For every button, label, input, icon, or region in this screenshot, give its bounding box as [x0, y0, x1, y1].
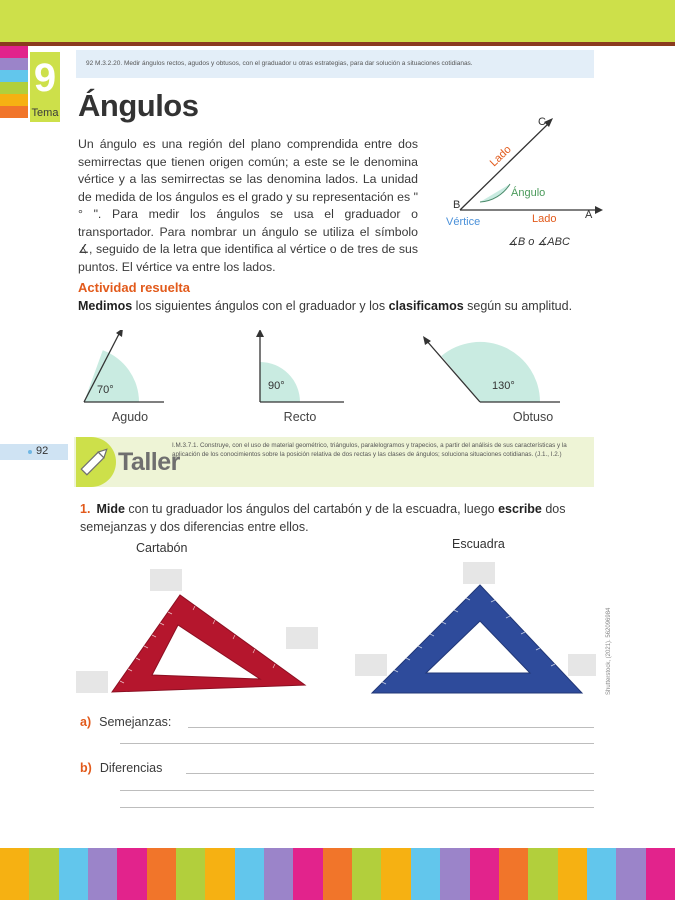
escuadra-angle-box-right[interactable]: [568, 654, 596, 676]
acute-angle-name: Agudo: [111, 410, 149, 424]
top-rule: [0, 42, 675, 46]
taller-heading: Taller: [118, 448, 180, 476]
angulo-label: Ángulo: [511, 187, 546, 199]
answer-a: [80, 715, 171, 729]
obtuse-angle-value: 130°: [492, 380, 515, 392]
acute-angle-figure: [84, 330, 164, 402]
pencil-icon: [76, 437, 116, 487]
cartabon-caption: Cartabón: [136, 541, 188, 555]
side-color-stripes: [0, 46, 28, 118]
cartabon-ruler: [112, 595, 305, 692]
point-c-label: C: [538, 116, 546, 128]
angle-notation: ∡B o ∡ABC: [508, 236, 570, 248]
obtuse-angle-name: Obtuso: [512, 410, 554, 424]
page-number-band: [0, 436, 68, 468]
actividad-verb-2: clasificamos: [388, 299, 464, 313]
actividad-text-1: los siguientes ángulos con el graduador y los: [132, 299, 389, 313]
answer-a-label: Semejanzas:: [99, 715, 172, 729]
right-angle-figure: [256, 330, 344, 402]
answer-b-line-2[interactable]: [120, 790, 594, 791]
angle-definition-diagram: [440, 110, 620, 260]
exercise-text-1: con tu graduador los ángulos del cartabón y de la escuadra, luego: [124, 502, 499, 516]
tema-number: 9: [30, 52, 60, 104]
destreza-box: [76, 50, 594, 78]
exercise-text-2: dos semejanzas y dos diferencias entre ellos.: [80, 502, 566, 534]
answer-b-line-3[interactable]: [120, 807, 594, 808]
acute-angle-value: 70°: [97, 384, 114, 396]
page-number: 92: [36, 445, 49, 457]
intro-paragraph: Un ángulo es una región del plano comprendida entre dos semirrectas que tienen origen común; a este se le denomina vértice y a las semirrectas se las denomina lados. La unidad de medida de los ángulos es el grado y su representación es " ° ". Para medir los ángulos se usa el graduador o transportador. Para nombrar un ángulo se utiliza el símbolo ∡, seguido de la letra que identifica al vértice o de tres de sus puntos. El vértice va entre los lados.: [78, 137, 418, 274]
right-angle-name: Recto: [283, 410, 317, 424]
escuadra-caption: Escuadra: [452, 537, 505, 551]
exercise-verb-2: escribe: [498, 502, 542, 516]
top-color-band: [0, 0, 675, 42]
answer-b-letter: b): [80, 761, 92, 775]
acute-arrow: [116, 330, 123, 337]
actividad-description: [78, 299, 572, 313]
answer-b: [80, 761, 162, 775]
escuadra-ruler: [372, 585, 582, 693]
arrow-a: [595, 206, 603, 214]
lado-upper-label: Lado: [487, 143, 514, 170]
exercise-1: [80, 500, 580, 536]
point-b-label: B: [453, 199, 461, 211]
cartabon-angle-box-left[interactable]: [76, 671, 108, 693]
actividad-text-2: según su amplitud.: [463, 299, 573, 313]
image-credit: Shutterstock, (2021). 562096984: [606, 607, 612, 695]
obtuse-angle-figure: [423, 336, 560, 402]
escuadra-angle-box-top[interactable]: [463, 562, 495, 584]
cartabon-angle-box-top[interactable]: [150, 569, 182, 591]
actividad-title: Actividad resuelta: [78, 280, 190, 295]
answer-b-label: Diferencias: [99, 761, 163, 775]
cartabon-angle-box-right[interactable]: [286, 627, 318, 649]
answer-b-line-1[interactable]: [186, 773, 594, 774]
taller-badge: [76, 437, 116, 487]
answer-a-line-2[interactable]: [120, 743, 594, 744]
page-title: Ángulos: [78, 88, 199, 123]
taller-indicator-text: I.M.3.7.1. Construye, con el uso de material geométrico, triángulos, paralelogramos y trapecios, a partir del análisis de sus características y la aplicación de los conocimientos sobre la posición relativa de dos rectas y las clases de ángulos; soluciona situaciones cotidianas. (J.1., I.2.): [172, 442, 567, 458]
exercise-number: 1.: [80, 502, 91, 516]
right-angle-value: 90°: [268, 380, 285, 392]
obtuse-angle-sector: [441, 342, 540, 402]
tema-label: Tema: [30, 104, 60, 122]
exercise-verb-1: Mide: [96, 502, 125, 516]
bottom-color-stripes: [0, 848, 675, 900]
destreza-text: 92 M.3.2.20. Medir ángulos rectos, agudos y obtusos, con el graduador u otras estrategias, para dar solución a situaciones cotidianas.: [86, 60, 473, 67]
point-a-label: A: [585, 209, 593, 221]
vertice-label: Vértice: [446, 216, 481, 228]
right-arrow: [256, 330, 264, 337]
escuadra-angle-box-left[interactable]: [355, 654, 387, 676]
lado-lower-label: Lado: [532, 213, 557, 225]
actividad-verb-1: Medimos: [78, 299, 133, 313]
answer-a-line-1[interactable]: [188, 727, 594, 728]
answer-a-letter: a): [80, 715, 92, 729]
